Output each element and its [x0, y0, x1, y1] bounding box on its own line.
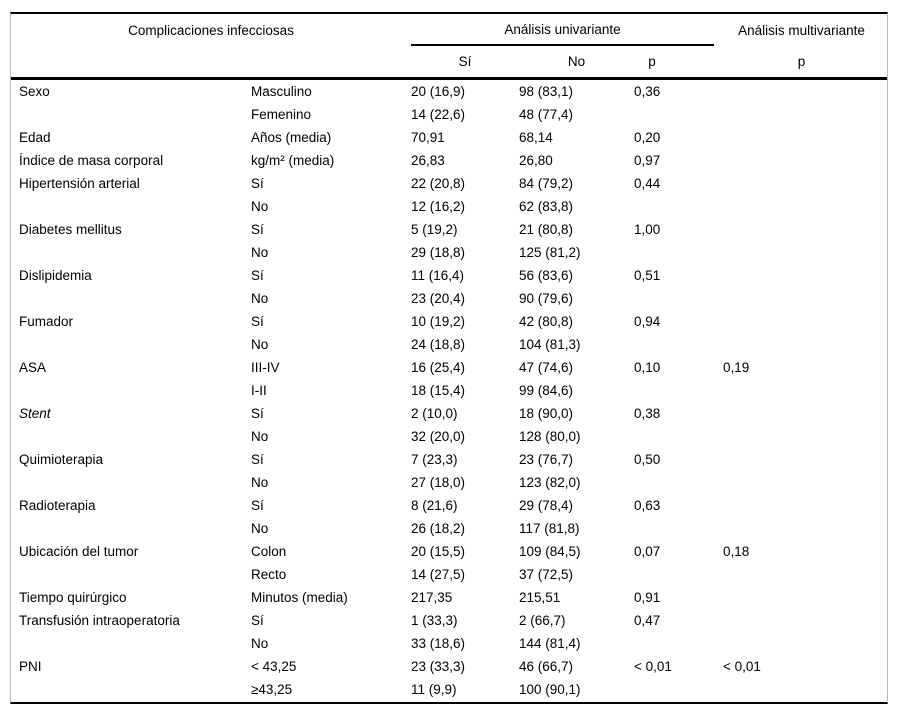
- header-analisis-multivariante: Análisis multivariante: [738, 22, 865, 38]
- table-row: [11, 356, 888, 379]
- cell-si: 10 (19,2): [411, 314, 466, 329]
- cell-p-multi: [714, 126, 888, 149]
- cell-category: Sí: [251, 406, 264, 421]
- cell-category: Años (media): [251, 130, 332, 145]
- cell-no: 2 (66,7): [519, 613, 566, 628]
- cell-no: 84 (79,2): [519, 176, 574, 191]
- header-analisis-univariante: Análisis univariante: [411, 14, 714, 46]
- cell-no: 23 (76,7): [519, 452, 574, 467]
- cell-p-uni: 0,20: [634, 130, 661, 145]
- cell-si: 33 (18,6): [411, 636, 466, 651]
- cell-p-multi: [714, 310, 888, 333]
- cell-p-uni: [634, 103, 714, 126]
- cell-p-multi: [714, 586, 888, 609]
- cell-p-multi: [714, 517, 888, 540]
- cell-si: 20 (16,9): [411, 84, 466, 99]
- cell-si: 217,35: [411, 590, 453, 605]
- table-row: [11, 655, 888, 678]
- cell-variable: Transfusión intraoperatoria: [19, 613, 180, 628]
- cell-si: 23 (33,3): [411, 659, 466, 674]
- cell-category: Sí: [251, 314, 264, 329]
- cell-variable: Stent: [19, 406, 51, 421]
- cell-p-multi: [714, 103, 888, 126]
- cell-no: 117 (81,8): [519, 521, 580, 536]
- header-sub-row: [11, 46, 888, 80]
- cell-p-multi: [714, 425, 888, 448]
- header-no: No: [519, 46, 634, 80]
- cell-no: 21 (80,8): [519, 222, 574, 237]
- cell-category: Sí: [251, 452, 264, 467]
- table-row: [11, 126, 888, 149]
- cell-category: No: [251, 636, 269, 651]
- cell-p-uni: 0,36: [634, 84, 661, 99]
- cell-category: Colon: [251, 544, 287, 559]
- cell-p-uni: 1,00: [634, 222, 661, 237]
- cell-category: Minutos (media): [251, 590, 348, 605]
- table-row: [11, 517, 888, 540]
- table-row: [11, 310, 888, 333]
- cell-p-uni: [634, 425, 714, 448]
- cell-p-multi: [714, 609, 888, 632]
- cell-p-multi: [714, 333, 888, 356]
- cell-si: 70,91: [411, 130, 445, 145]
- table-row: [11, 172, 888, 195]
- cell-p-uni: [634, 517, 714, 540]
- cell-category: No: [251, 521, 269, 536]
- cell-no: 128 (80,0): [519, 429, 581, 444]
- cell-variable: Índice de masa corporal: [19, 153, 164, 168]
- cell-p-uni: 0,07: [634, 544, 661, 559]
- cell-no: 56 (83,6): [519, 268, 574, 283]
- cell-variable: [11, 517, 251, 540]
- cell-p-uni: 0,63: [634, 498, 661, 513]
- cell-no: 29 (78,4): [519, 498, 574, 513]
- cell-p-uni: [634, 287, 714, 310]
- cell-p-multi: [714, 218, 888, 241]
- cell-p-multi: [714, 494, 888, 517]
- cell-variable: [11, 471, 251, 494]
- cell-si: 14 (22,6): [411, 107, 466, 122]
- cell-no: 37 (72,5): [519, 567, 574, 582]
- cell-p-multi: [714, 149, 888, 172]
- cell-si: 2 (10,0): [411, 406, 458, 421]
- cell-si: 18 (15,4): [411, 383, 466, 398]
- cell-si: 29 (18,8): [411, 245, 466, 260]
- cell-p-uni: [634, 241, 714, 264]
- cell-p-uni: [634, 471, 714, 494]
- cell-si: 27 (18,0): [411, 475, 466, 490]
- cell-si: 11 (9,9): [411, 682, 457, 697]
- cell-si: 26 (18,2): [411, 521, 466, 536]
- cell-p-uni: 0,10: [634, 360, 661, 375]
- table-row: [11, 379, 888, 402]
- table-row: [11, 678, 888, 701]
- table-row: [11, 563, 888, 586]
- header-p-univariante: p: [634, 46, 714, 80]
- cell-category: No: [251, 199, 269, 214]
- cell-si: 24 (18,8): [411, 337, 466, 352]
- cell-variable: Dislipidemia: [19, 268, 92, 283]
- cell-si: 16 (25,4): [411, 360, 466, 375]
- cell-variable: PNI: [19, 659, 42, 674]
- cell-p-uni: < 0,01: [634, 659, 672, 674]
- cell-variable: Tiempo quirúrgico: [19, 590, 127, 605]
- cell-p-uni: 0,97: [634, 153, 661, 168]
- cell-si: 14 (27,5): [411, 567, 466, 582]
- cell-p-uni: [634, 563, 714, 586]
- table-row: [11, 425, 888, 448]
- cell-category: No: [251, 337, 269, 352]
- table-row: [11, 149, 888, 172]
- header-spacer-category: [251, 46, 411, 80]
- cell-variable: Quimioterapia: [19, 452, 104, 467]
- cell-si: 20 (15,5): [411, 544, 466, 559]
- cell-category: kg/m² (media): [251, 153, 335, 168]
- cell-si: 26,83: [411, 153, 445, 168]
- table-row: [11, 241, 888, 264]
- cell-si: 11 (16,4): [411, 268, 465, 283]
- cell-variable: [11, 632, 251, 655]
- cell-variable: Ubicación del tumor: [19, 544, 139, 559]
- cell-no: 99 (84,6): [519, 383, 574, 398]
- cell-variable: [11, 241, 251, 264]
- cell-variable: [11, 195, 251, 218]
- table-row: [11, 609, 888, 632]
- table-row: [11, 471, 888, 494]
- cell-category: Masculino: [251, 84, 312, 99]
- cell-si: 22 (20,8): [411, 176, 466, 191]
- cell-p-uni: [634, 333, 714, 356]
- cell-p-uni: 0,50: [634, 452, 661, 467]
- cell-p-multi: [714, 264, 888, 287]
- cell-no: 104 (81,3): [519, 337, 581, 352]
- cell-si: 5 (19,2): [411, 222, 458, 237]
- header-si: Sí: [411, 46, 519, 80]
- cell-p-uni: 0,94: [634, 314, 661, 329]
- cell-no: 100 (90,1): [519, 682, 581, 697]
- cell-no: 26,80: [519, 153, 553, 168]
- cell-category: No: [251, 475, 269, 490]
- cell-variable: ASA: [19, 360, 47, 375]
- cell-p-multi: [714, 80, 888, 103]
- cell-p-multi: < 0,01: [723, 659, 761, 674]
- cell-no: 47 (74,6): [519, 360, 574, 375]
- cell-p-multi: [714, 471, 888, 494]
- cell-si: 1 (33,3): [411, 613, 458, 628]
- cell-p-uni: [634, 195, 714, 218]
- results-table-frame: [10, 12, 888, 704]
- cell-variable: Diabetes mellitus: [19, 222, 122, 237]
- cell-no: 48 (77,4): [519, 107, 574, 122]
- cell-variable: [11, 379, 251, 402]
- cell-p-uni: [634, 678, 714, 701]
- cell-category: Femenino: [251, 107, 312, 122]
- cell-si: 12 (16,2): [411, 199, 466, 214]
- cell-no: 62 (83,8): [519, 199, 574, 214]
- cell-no: 144 (81,4): [519, 636, 581, 651]
- cell-si: 23 (20,4): [411, 291, 466, 306]
- cell-no: 125 (81,2): [519, 245, 581, 260]
- cell-variable: Sexo: [19, 84, 50, 99]
- table-row: [11, 448, 888, 471]
- table-row: [11, 632, 888, 655]
- header-group-row: [11, 14, 888, 46]
- results-table: [11, 14, 888, 701]
- cell-variable: [11, 333, 251, 356]
- cell-p-multi: [714, 563, 888, 586]
- cell-variable: Radioterapia: [19, 498, 96, 513]
- table-row: [11, 103, 888, 126]
- cell-category: ≥43,25: [251, 682, 293, 697]
- table-row: [11, 540, 888, 563]
- cell-category: < 43,25: [251, 659, 297, 674]
- cell-no: 68,14: [519, 130, 553, 145]
- cell-p-multi: [714, 402, 888, 425]
- cell-no: 46 (66,7): [519, 659, 574, 674]
- cell-category: Sí: [251, 222, 264, 237]
- cell-no: 98 (83,1): [519, 84, 574, 99]
- cell-variable: [11, 563, 251, 586]
- cell-no: 90 (79,6): [519, 291, 574, 306]
- cell-si: 32 (20,0): [411, 429, 466, 444]
- cell-category: III-IV: [251, 360, 280, 375]
- table-row: [11, 333, 888, 356]
- cell-p-multi: [714, 678, 888, 701]
- cell-variable: Hipertensión arterial: [19, 176, 140, 191]
- cell-variable: [11, 425, 251, 448]
- cell-p-multi: [714, 195, 888, 218]
- cell-p-multi: [714, 172, 888, 195]
- cell-category: Sí: [251, 268, 264, 283]
- cell-p-multi: 0,18: [723, 544, 750, 559]
- table-header: [11, 14, 888, 80]
- cell-p-multi: [714, 379, 888, 402]
- cell-category: No: [251, 429, 269, 444]
- cell-variable: [11, 678, 251, 701]
- cell-category: Sí: [251, 498, 264, 513]
- cell-variable: [11, 103, 251, 126]
- table-row: [11, 586, 888, 609]
- table-row: [11, 402, 888, 425]
- cell-p-multi: 0,19: [723, 360, 750, 375]
- cell-p-multi: [714, 241, 888, 264]
- table-row: [11, 287, 888, 310]
- table-row: [11, 195, 888, 218]
- cell-variable: Edad: [19, 130, 51, 145]
- cell-variable: Fumador: [19, 314, 74, 329]
- cell-variable: [11, 287, 251, 310]
- cell-no: 123 (82,0): [519, 475, 581, 490]
- cell-category: Sí: [251, 613, 264, 628]
- cell-category: No: [251, 245, 269, 260]
- cell-p-uni: 0,47: [634, 613, 661, 628]
- cell-si: 7 (23,3): [411, 452, 458, 467]
- cell-category: Sí: [251, 176, 264, 191]
- table-row: [11, 494, 888, 517]
- table-row: [11, 264, 888, 287]
- header-complicaciones-infecciosas: Complicaciones infecciosas: [128, 22, 294, 38]
- cell-p-uni: [634, 379, 714, 402]
- cell-p-multi: [714, 287, 888, 310]
- header-p-multivariante: p: [714, 46, 888, 80]
- table-row: [11, 218, 888, 241]
- cell-no: 215,51: [519, 590, 561, 605]
- cell-p-uni: 0,44: [634, 176, 661, 191]
- table-row: [11, 80, 888, 103]
- cell-category: I-II: [251, 383, 267, 398]
- cell-si: 8 (21,6): [411, 498, 458, 513]
- cell-no: 42 (80,8): [519, 314, 574, 329]
- cell-p-uni: 0,51: [634, 268, 661, 283]
- cell-p-uni: 0,38: [634, 406, 661, 421]
- cell-p-uni: [634, 632, 714, 655]
- header-spacer-variable: [11, 46, 251, 80]
- cell-p-multi: [714, 632, 888, 655]
- cell-p-uni: 0,91: [634, 590, 661, 605]
- cell-category: No: [251, 291, 269, 306]
- cell-no: 109 (84,5): [519, 544, 581, 559]
- cell-category: Recto: [251, 567, 287, 582]
- table-body: [11, 80, 888, 701]
- cell-no: 18 (90,0): [519, 406, 574, 421]
- cell-p-multi: [714, 448, 888, 471]
